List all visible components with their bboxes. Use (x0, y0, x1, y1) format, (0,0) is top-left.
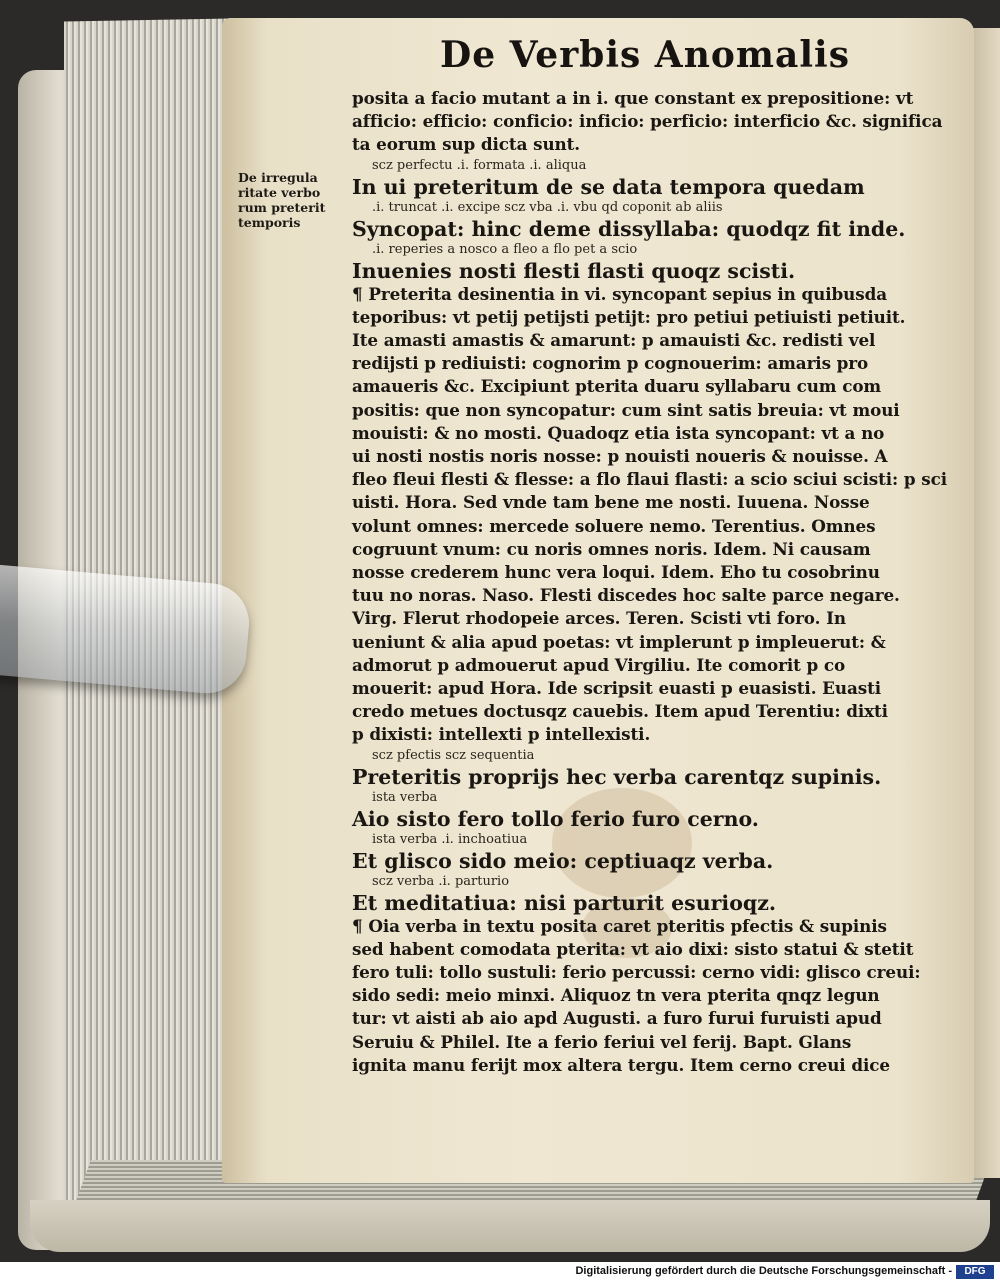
page-stain (552, 788, 692, 898)
text-line: ¶ Oia verba in textu posita caret pteritis pfectis & supinis (352, 915, 887, 936)
glass-weight (0, 564, 252, 697)
verse-line: Et glisco sido meio: ceptiuaqz verba. (352, 848, 774, 873)
running-head: De Verbis Anomalis (440, 34, 850, 76)
margin-note-line: De irregula (238, 170, 318, 185)
text-line: teporibus: vt petij petijsti petijt: pro petiui petiuisti petiuit. (352, 306, 906, 327)
gloss-line: ista verba .i. inchoatiua (372, 831, 528, 847)
text-line: amaueris &c. Excipiunt pterita duaru syllabaru cum com (352, 376, 882, 397)
text-line: tur: vt aisti ab aio apd Augusti. a furo furui furuisti apud (352, 1008, 882, 1029)
gloss-line: .i. truncat .i. excipe scz vba .i. vbu qd coponit ab aliis (372, 199, 723, 215)
text-line: sed habent comodata pterita: vt aio dixi: sisto statui & stetit (352, 938, 914, 959)
text-line: p dixisti: intellexti p intellexisti. (352, 724, 651, 745)
footer-bar (0, 1262, 1000, 1283)
text-line: admorut p admouerut apud Virgiliu. Ite comorit p co (352, 654, 846, 675)
verse-line: Et meditatiua: nisi parturit esurioqz. (352, 890, 776, 915)
text-line: ¶ Preterita desinentia in vi. syncopant sepius in quibusda (352, 283, 888, 304)
text-line: Seruiu & Philel. Ite a ferio feriui vel ferij. Bapt. Glans (352, 1031, 852, 1052)
text-line: fleo fleui flesti & flesse: a flo flaui flasti: a scio sciui scisti: p sci (352, 469, 947, 490)
text-line: redijsti p rediuisti: cognorim p cognouerim: amaris pro (352, 353, 869, 374)
text-line: nosse crederem hunc vera loqui. Idem. Eho tu cosobrinu (352, 562, 880, 582)
text-line: sido sedi: meio minxi. Aliquoz tn vera pterita qnqz legun (352, 985, 880, 1006)
verse-line: Inuenies nosti flesti flasti quoqz scisti. (352, 258, 796, 283)
text-line: tuu no noras. Naso. Flesti discedes hoc salte parce negare. (352, 585, 900, 606)
margin-note-line: rum preterit (238, 200, 326, 215)
gloss-line: ista verba (372, 789, 438, 805)
gloss-line: scz perfectu .i. formata .i. aliqua (372, 157, 587, 173)
margin-note-line: ritate verbo (238, 185, 321, 200)
text-line: fero tuli: tollo sustuli: ferio percussi: cerno vidi: glisco creui: (352, 962, 921, 982)
verse-line: Preteritis proprijs hec verba carentqz supinis. (352, 764, 882, 789)
text-line: Virg. Flerut rhodopeie arces. Teren. Scisti vti foro. In (352, 608, 846, 629)
gloss-line: .i. reperies a nosco a fleo a flo pet a scio (372, 241, 638, 257)
text-line: positis: que non syncopatur: cum sint satis breuia: vt moui (352, 399, 900, 420)
text-line: credo metues doctusqz cauebis. Item apud Terentiu: dixti (352, 701, 888, 722)
verse-line: In ui preteritum de se data tempora quedam (352, 174, 865, 199)
text-line: posita a facio mutant a in i. que constant ex prepositione: vt (352, 88, 914, 108)
book-cover-bottom (30, 1200, 990, 1252)
gloss-line: scz verba .i. parturio (372, 873, 510, 889)
text-line: volunt omnes: mercede soluere nemo. Terentius. Omnes (352, 515, 876, 536)
gloss-line: scz pfectis scz sequentia (372, 747, 535, 763)
text-line: ueniunt & alia apud poetas: vt implerunt p impleuerut: & (352, 631, 886, 652)
margin-note-line: temporis (238, 215, 301, 230)
verse-line: Syncopat: hinc deme dissyllaba: quodqz fit inde. (352, 216, 906, 241)
text-line: afficio: efficio: conficio: inficio: perficio: interficio &c. significa (352, 111, 943, 132)
footer-credit: Digitalisierung gefördert durch die Deutsche Forschungsgemeinschaft - (575, 1265, 952, 1277)
text-line: Ite amasti amastis & amarunt: p amauisti &c. redisti vel (352, 330, 876, 350)
dfg-logo: DFG (956, 1265, 994, 1279)
verse-line: Aio sisto fero tollo ferio furo cerno. (352, 806, 759, 831)
text-line: uisti. Hora. Sed vnde tam bene me nosti. Iuuena. Nosse (352, 492, 870, 513)
text-line: ignita manu ferijt mox altera tergu. Item cerno creui dice (352, 1054, 890, 1075)
text-line: mouerit: apud Hora. Ide scripsit euasti p euasisti. Euasti (352, 678, 882, 698)
text-line: ui nosti nostis noris nosse: p nouisti noueris & nouisse. A (352, 446, 888, 466)
margin-note (238, 170, 348, 230)
text-line: ta eorum sup dicta sunt. (352, 134, 581, 155)
text-line: mouisti: & no mosti. Quadoqz etia ista syncopant: vt a no (352, 422, 885, 443)
text-line: cogruunt vnum: cu noris omnes noris. Idem. Ni causam (352, 538, 871, 559)
